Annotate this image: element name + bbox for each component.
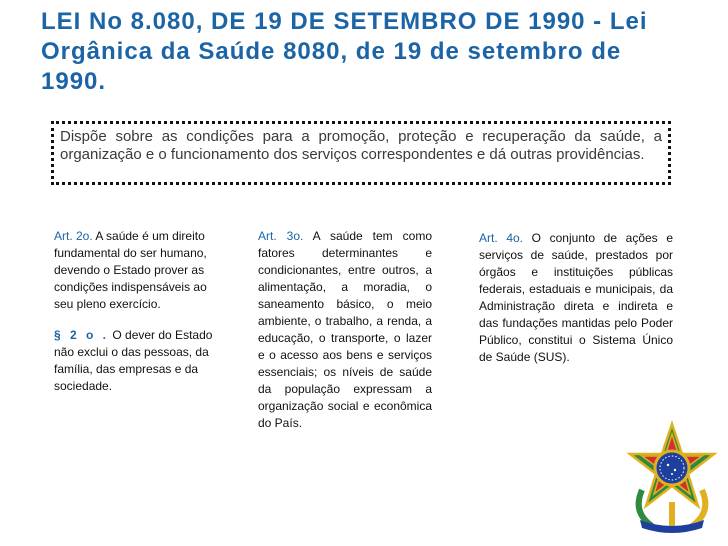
article-4 (479, 230, 673, 366)
brazil-coat-of-arms-icon (622, 420, 722, 536)
paragraph-2-ref: § 2 o . (54, 328, 110, 342)
paragraph-2 (54, 327, 222, 395)
article-2-text: A saúde é um direito fundamental do ser humano, devendo o Estado prover as condições indispensáveis ao seu pleno exercício. (54, 229, 207, 311)
column-left (54, 228, 222, 409)
article-3-ref: Art. 3o. (258, 229, 304, 243)
paragraph-2-text: O dever do Estado não exclui o das pessoas, da família, das empresas e da sociedade. (54, 328, 213, 393)
summary-box (51, 121, 671, 185)
article-2-ref: Art. 2o. (54, 229, 93, 243)
article-4-ref: Art. 4o. (479, 231, 523, 245)
column-right (479, 230, 673, 380)
article-3 (258, 228, 432, 432)
page-title: LEI No 8.080, DE 19 DE SETEMBRO DE 1990 - Lei Orgânica da Saúde 8080, de 19 de setembro de 1990. (41, 8, 648, 95)
article-3-text: A saúde tem como fatores determinantes e condicionantes, entre outros, a alimentação, a moradia, o saneamento básico, o meio ambiente, o trabalho, a renda, a educação, o transporte, o lazer e o acesso aos bens e serviços essenciais; os níveis de saúde da população expressam a organização social e econômica do País. (258, 229, 433, 430)
article-2 (54, 228, 222, 313)
article-4-text: O conjunto de ações e serviços de saúde, prestados por órgãos e instituições públicas federais, estaduais e municipais, da Administração direta e indireta e das fundações mantidas pelo Poder Público, constitui o Sistema Único de Saúde (SUS). (479, 231, 673, 364)
summary-text: Dispõe sobre as condições para a promoção, proteção e recuperação da saúde, a organização e o funcionamento dos serviços correspondentes e dá outras providências. (60, 128, 662, 163)
column-middle (258, 228, 432, 446)
